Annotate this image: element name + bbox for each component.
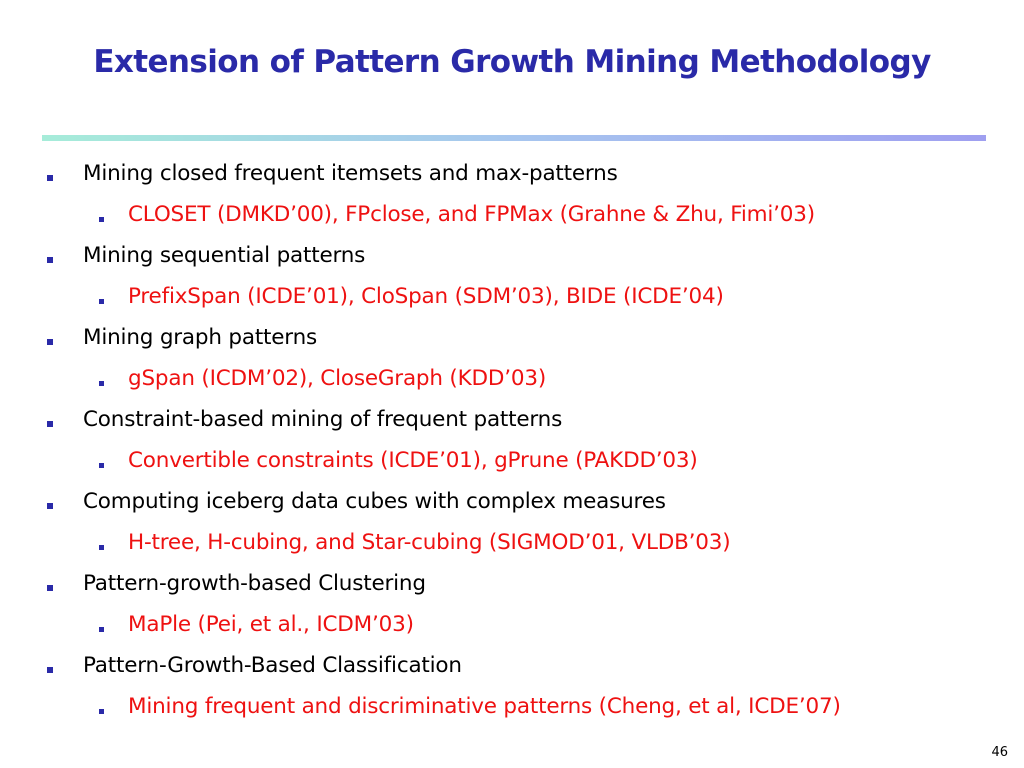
- bullet-item: [0, 406, 1024, 447]
- sub-bullet-item: [0, 611, 1024, 652]
- title-divider: [42, 135, 986, 141]
- square-bullet-icon: [99, 381, 104, 386]
- sub-bullet-text: CLOSET (DMKD’00), FPclose, and FPMax (Grahne & Zhu, Fimi’03): [128, 202, 815, 227]
- square-bullet-icon: [99, 299, 104, 304]
- bullet-item: [0, 488, 1024, 529]
- sub-bullet-item: [0, 283, 1024, 324]
- bullet-text: Mining graph patterns: [83, 325, 318, 350]
- bullet-item: [0, 242, 1024, 283]
- sub-bullet-text: PrefixSpan (ICDE’01), CloSpan (SDM’03), BIDE (ICDE’04): [128, 284, 724, 309]
- bullet-text: Computing iceberg data cubes with complex measures: [83, 489, 666, 514]
- sub-bullet-text: MaPle (Pei, et al., ICDM’03): [128, 612, 414, 637]
- square-bullet-icon: [47, 585, 53, 591]
- sub-bullet-item: [0, 365, 1024, 406]
- square-bullet-icon: [99, 627, 104, 632]
- bullet-item: [0, 570, 1024, 611]
- bullet-list: [0, 160, 1024, 734]
- sub-bullet-item: [0, 693, 1024, 734]
- square-bullet-icon: [47, 421, 53, 427]
- bullet-text: Pattern-growth-based Clustering: [83, 571, 426, 596]
- bullet-text: Pattern-Growth-Based Classification: [83, 653, 462, 678]
- square-bullet-icon: [99, 709, 104, 714]
- sub-bullet-text: Mining frequent and discriminative patterns (Cheng, et al, ICDE’07): [128, 694, 841, 719]
- bullet-text: Mining sequential patterns: [83, 243, 366, 268]
- square-bullet-icon: [47, 339, 53, 345]
- square-bullet-icon: [99, 463, 104, 468]
- square-bullet-icon: [47, 175, 53, 181]
- bullet-item: [0, 324, 1024, 365]
- sub-bullet-item: [0, 447, 1024, 488]
- sub-bullet-item: [0, 201, 1024, 242]
- bullet-text: Constraint-based mining of frequent patterns: [83, 407, 563, 432]
- square-bullet-icon: [47, 667, 53, 673]
- bullet-item: [0, 652, 1024, 693]
- sub-bullet-item: [0, 529, 1024, 570]
- square-bullet-icon: [99, 545, 104, 550]
- page-number: 46: [991, 745, 1008, 760]
- bullet-text: Mining closed frequent itemsets and max-patterns: [83, 161, 618, 186]
- sub-bullet-text: gSpan (ICDM’02), CloseGraph (KDD’03): [128, 366, 547, 391]
- square-bullet-icon: [99, 217, 104, 222]
- sub-bullet-text: H-tree, H-cubing, and Star-cubing (SIGMOD’01, VLDB’03): [128, 530, 731, 555]
- slide-title: Extension of Pattern Growth Mining Methodology: [93, 44, 931, 80]
- square-bullet-icon: [47, 503, 53, 509]
- square-bullet-icon: [47, 257, 53, 263]
- sub-bullet-text: Convertible constraints (ICDE’01), gPrune (PAKDD’03): [128, 448, 698, 473]
- bullet-item: [0, 160, 1024, 201]
